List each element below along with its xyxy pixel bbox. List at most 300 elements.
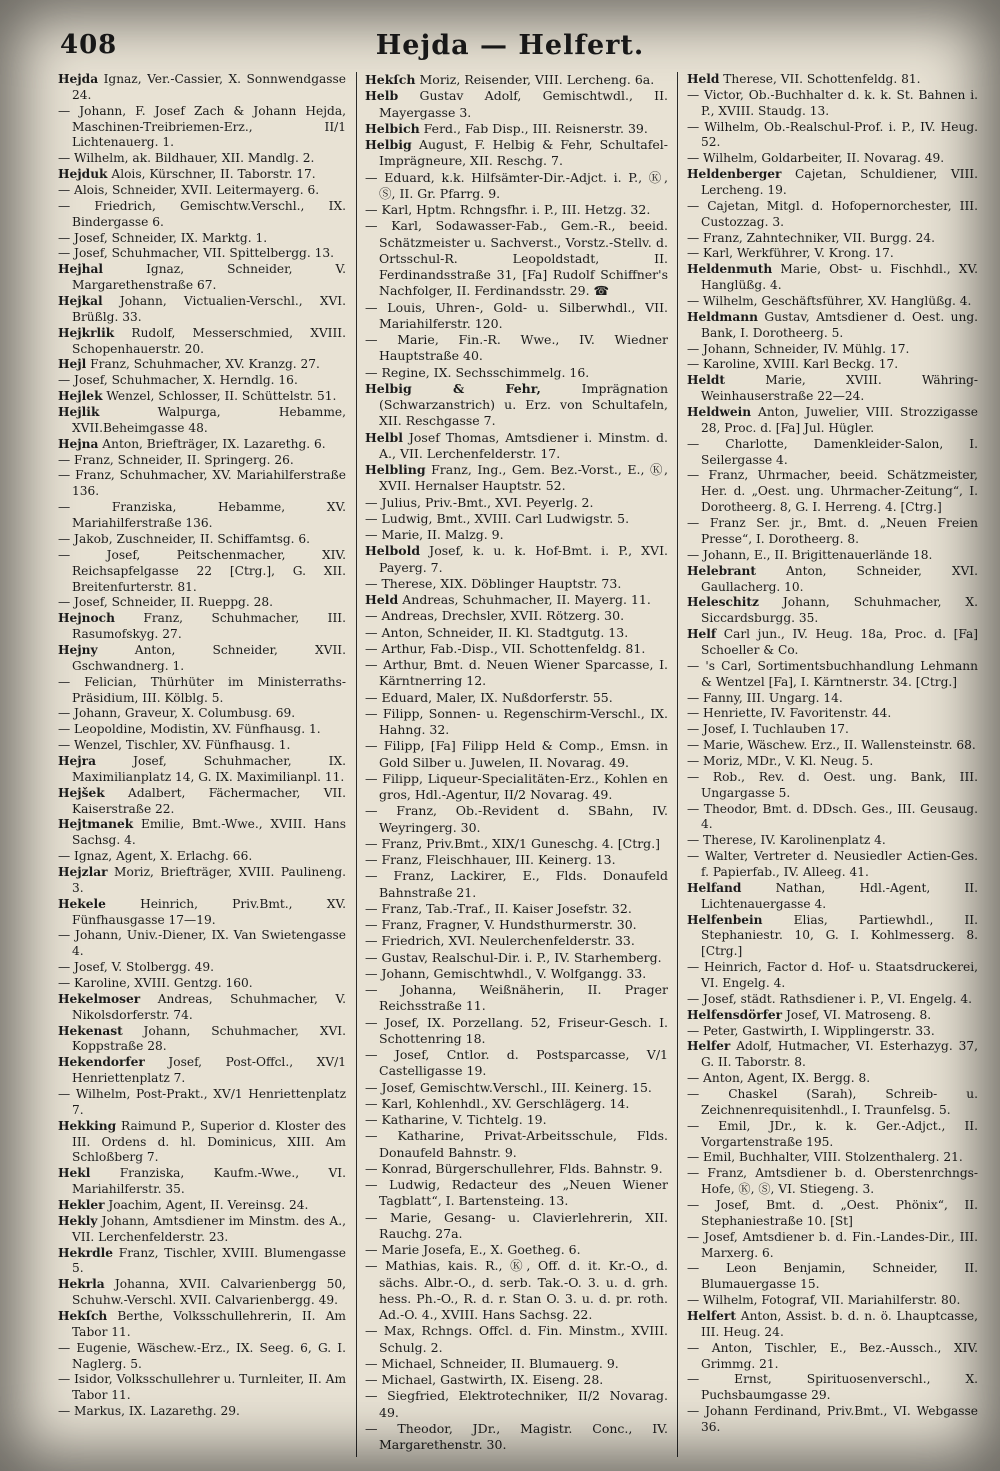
running-head: Hejda — Helfert. bbox=[375, 30, 645, 61]
entry-text: Marie, Obst- u. Fischhdl., XV. Hanglüßg. 4. bbox=[701, 262, 978, 293]
entry-text: Franziska, Kaufm.-Wwe., VI. Mariahilferstr. 35. bbox=[72, 1166, 346, 1197]
directory-entry bbox=[58, 865, 346, 897]
directory-entry bbox=[58, 389, 346, 405]
entry-text: Johanna, XVII. Calvarienbergg 50, Schuhw.-Verschl. XVII. Calvarienbergg. 49. bbox=[72, 1277, 346, 1308]
entry-headword: Helbig bbox=[365, 137, 412, 152]
directory-entry bbox=[58, 532, 346, 548]
directory-entry bbox=[365, 576, 668, 592]
entry-text: — Josef, Peitschenmacher, XIV. Reichsapfelgasse 22 [Ctrg.], G. XII. Breitenfurterstr. 81. bbox=[58, 547, 346, 594]
directory-entry bbox=[687, 1166, 978, 1198]
directory-entry bbox=[58, 500, 346, 532]
directory-entry bbox=[365, 332, 668, 365]
directory-entry bbox=[687, 1198, 978, 1230]
entry-headword: Hekſch bbox=[58, 1309, 108, 1324]
entry-text: — Karl, Sodawasser-Fab., Gem.-R., beeid. Schätzmeister u. Sachverst., Vorstz.-Stellv. d. Ortsschul-R. Leopoldstadt, II. Ferdinandsstraße 31, [Fa] Rudolf Schiffner's Nachfolger, II. Ferdinandsstr. 29. ☎ bbox=[365, 218, 668, 299]
directory-entry bbox=[365, 137, 668, 170]
entry-text: — Mathias, kais. R., Ⓚ, Off. d. it. Kr.-O., d. sächs. Albr.-O., d. serb. Tak.-O. 3. u. d. grh. hess. Ph.-O., R. d. r. Stan O. 3. u. d. pr. roth. Ad.-O. 4., XVIII. Hans Sachsg. 22. bbox=[365, 1258, 668, 1322]
directory-entry bbox=[58, 1404, 346, 1420]
entry-text: — Anton, Schneider, II. Kl. Stadtgutg. 13. bbox=[365, 624, 629, 640]
entry-text: Moriz, Reisender, VIII. Lercheng. 6a. bbox=[415, 72, 655, 87]
directory-entry bbox=[687, 342, 978, 358]
directory-entry bbox=[58, 786, 346, 818]
directory-entry bbox=[58, 231, 346, 247]
directory-entry bbox=[687, 1230, 978, 1262]
directory-entry bbox=[365, 690, 668, 706]
entry-headword: Hekking bbox=[58, 1118, 117, 1133]
directory-entry bbox=[687, 1008, 978, 1024]
directory-entry bbox=[687, 1404, 978, 1436]
directory-entry bbox=[365, 1161, 668, 1177]
directory-entry bbox=[365, 1421, 668, 1454]
entry-text: Cajetan, Schuldiener, VIII. Lercheng. 19. bbox=[701, 167, 978, 198]
entry-text: — Ludwig, Bmt., XVIII. Carl Ludwigstr. 5. bbox=[365, 510, 630, 526]
entry-text: — Charlotte, Damenkleider-Salon, I. Seilergasse 4. bbox=[687, 436, 978, 467]
entry-text: — Chaskel (Sarah), Schreib- u. Zeichnenrequisitenhdl., I. Traunfelsg. 5. bbox=[687, 1087, 978, 1117]
directory-entry bbox=[365, 1015, 668, 1048]
directory-entry bbox=[58, 595, 346, 611]
entry-text: — 's Carl, Sortimentsbuchhandlung Lehmann & Wentzel [Fa], I. Kärntnerstr. 34. [Ctrg.] bbox=[687, 658, 978, 689]
directory-entry bbox=[365, 170, 668, 203]
directory-entry bbox=[365, 1323, 668, 1356]
directory-entry bbox=[365, 641, 668, 657]
directory-entry bbox=[365, 657, 668, 690]
directory-entry bbox=[687, 437, 978, 469]
entry-text: — Eduard, Maler, IX. Nußdorferstr. 55. bbox=[365, 689, 613, 705]
directory-entry bbox=[687, 564, 978, 596]
entry-headword: Hejzlar bbox=[58, 864, 108, 879]
directory-entry bbox=[58, 928, 346, 960]
entry-text: — Leopoldine, Modistin, XV. Fünfhausg. 1. bbox=[58, 722, 321, 737]
entry-text: — Franz, Ob.-Revident d. SBahn, IV. Weyringerg. 30. bbox=[365, 803, 668, 835]
directory-entry bbox=[58, 738, 346, 754]
directory-entry bbox=[365, 982, 668, 1015]
directory-entry bbox=[58, 1277, 346, 1309]
entry-text: Adalbert, Fächermacher, VII. Kaiserstraße 22. bbox=[72, 785, 346, 816]
directory-entry bbox=[687, 1341, 978, 1373]
directory-entry bbox=[58, 1119, 346, 1167]
directory-entry bbox=[58, 817, 346, 849]
entry-text: Wenzel, Schlosser, II. Schüttelstr. 51. bbox=[102, 389, 337, 404]
directory-entry bbox=[58, 326, 346, 358]
entry-text: — Peter, Gastwirth, I. Wipplingerstr. 33. bbox=[687, 1023, 935, 1038]
entry-text: — Wilhelm, ak. Bildhauer, XII. Mandlg. 2. bbox=[58, 151, 315, 166]
directory-entry bbox=[365, 1210, 668, 1243]
directory-entry bbox=[365, 1372, 668, 1388]
column-3 bbox=[687, 72, 978, 1457]
entry-headword: Hekrla bbox=[58, 1277, 105, 1292]
directory-entry bbox=[58, 1341, 346, 1373]
entry-headword: Helfand bbox=[687, 880, 742, 895]
entry-text: Nathan, Hdl.-Agent, II. Lichtenauergasse 4. bbox=[701, 880, 978, 911]
entry-text: — Julius, Priv.-Bmt., XVI. Peyerlg. 2. bbox=[365, 494, 594, 510]
directory-entry bbox=[365, 917, 668, 933]
directory-entry bbox=[687, 722, 978, 738]
directory-entry bbox=[58, 1087, 346, 1119]
directory-entry bbox=[58, 104, 346, 152]
directory-entry bbox=[58, 722, 346, 738]
directory-entry bbox=[687, 231, 978, 247]
directory-entry bbox=[58, 199, 346, 231]
entry-text: — Filipp, [Fa] Filipp Held & Comp., Emsn. in Gold Silber u. Juwelen, II. Novarag. 49. bbox=[365, 738, 668, 770]
entry-text: — Johanna, Weißnäherin, II. Prager Reichsstraße 11. bbox=[365, 982, 668, 1014]
entry-text: — Marie, II. Malzg. 9. bbox=[365, 527, 504, 542]
entry-text: — Franz, Fragner, V. Hundsthurmerstr. 30. bbox=[365, 917, 637, 932]
directory-entry bbox=[687, 802, 978, 834]
entry-text: Johann, Schuhmacher, X. Siccardsburgg. 35. bbox=[701, 595, 978, 626]
directory-entry bbox=[365, 868, 668, 901]
entry-text: — Josef, V. Stolbergg. 49. bbox=[58, 960, 215, 975]
entry-text: — Franz, Schuhmacher, XV. Mariahilferstraße 136. bbox=[58, 468, 346, 499]
directory-entry bbox=[58, 754, 346, 786]
entry-text: — Regine, IX. Sechsschimmelg. 16. bbox=[365, 364, 590, 380]
entry-text: — Ernst, Spirituosenverschl., X. Puchsbaumgasse 29. bbox=[687, 1372, 978, 1403]
entry-text: — Franziska, Hebamme, XV. Mariahilferstraße 136. bbox=[58, 500, 346, 531]
directory-entry bbox=[687, 627, 978, 659]
directory-entry bbox=[365, 462, 668, 495]
entry-text: — Filipp, Liqueur-Specialitäten-Erz., Kohlen en gros, Hdl.-Agentur, II/2 Novarag. 49. bbox=[365, 770, 668, 802]
entry-text: — Arthur, Bmt. d. Neuen Wiener Sparcasse, I. Kärntnerring 12. bbox=[365, 657, 668, 689]
entry-headword: Helbich bbox=[365, 120, 420, 136]
entry-text: — Michael, Schneider, II. Blumauerg. 9. bbox=[365, 1355, 619, 1371]
entry-headword: Helb bbox=[365, 88, 399, 104]
directory-entry bbox=[687, 72, 978, 88]
directory-entry bbox=[687, 468, 978, 516]
directory-entry bbox=[687, 294, 978, 310]
entry-text: Walpurga, Hebamme, XVII.Beheimgasse 48. bbox=[72, 405, 346, 435]
directory-entry bbox=[58, 183, 346, 199]
directory-entry bbox=[58, 468, 346, 500]
entry-text: — Felician, Thürhüter im Ministerraths-Präsidium, III. Kölblg. 5. bbox=[58, 674, 346, 705]
entry-text: — Cajetan, Mitgl. d. Hofopernorchester, III. Custozzag. 3. bbox=[687, 198, 978, 229]
entry-text: Andreas, Schuhmacher, II. Mayerg. 11. bbox=[398, 592, 651, 607]
directory-entry bbox=[365, 901, 668, 917]
entry-headword: Helbold bbox=[365, 543, 421, 559]
entry-headword: Hekly bbox=[58, 1213, 98, 1228]
entry-headword: Hejkal bbox=[58, 294, 103, 309]
directory-entry bbox=[687, 1024, 978, 1040]
directory-entry bbox=[365, 1047, 668, 1080]
directory-entry bbox=[365, 803, 668, 836]
entry-text: — Konrad, Bürgerschullehrer, Flds. Bahnstr. 9. bbox=[365, 1160, 663, 1176]
entry-headword: Held bbox=[365, 592, 399, 607]
directory-entry bbox=[58, 611, 346, 643]
directory-entry bbox=[365, 738, 668, 771]
entry-headword: Helf bbox=[687, 627, 717, 642]
directory-entry bbox=[58, 897, 346, 929]
entry-text: — Victor, Ob.-Buchhalter d. k. k. St. Bahnen i. P., XVIII. Staudg. 13. bbox=[687, 87, 978, 118]
entry-text: — Josef, Cntlor. d. Postsparcasse, V/1 Castelligasse 19. bbox=[365, 1047, 668, 1079]
directory-entry bbox=[687, 516, 978, 548]
entry-text: Josef Thomas, Amtsdiener i. Minstm. d. A., VII. Lerchenfelderstr. 17. bbox=[379, 429, 668, 461]
entry-text: Heinrich, Priv.Bmt., XV. Fünfhausgasse 17—19. bbox=[72, 896, 346, 927]
entry-text: — Marie, Gesang- u. Clavierlehrerin, XII. Rauchg. 27a. bbox=[365, 1209, 668, 1241]
entry-text: — Katharine, Privat-Arbeitsschule, Flds. Donaufeld Bahnstr. 9. bbox=[365, 1128, 668, 1160]
entry-text: — Franz, Lackirer, E., Flds. Donaufeld Bahnstraße 21. bbox=[365, 868, 668, 900]
directory-entry bbox=[687, 706, 978, 722]
entry-text: — Johann, Gemischtwhdl., V. Wolfgangg. 33. bbox=[365, 965, 647, 981]
entry-text: — Wilhelm, Goldarbeiter, II. Novarag. 49. bbox=[687, 151, 945, 166]
entry-headword: Helfer bbox=[687, 1039, 731, 1054]
entry-text: — Louis, Uhren-, Gold- u. Silberwhdl., VII. Mariahilferstr. 120. bbox=[365, 299, 668, 331]
entry-text: Ignaz, Schneider, V. Margarethenstraße 67. bbox=[72, 262, 346, 293]
entry-headword: Hejduk bbox=[58, 167, 108, 182]
entry-text: — Filipp, Sonnen- u. Regenschirm-Verschl., IX. Hahng. 32. bbox=[365, 705, 668, 737]
entry-text: Johann, Victualien-Verschl., XVI. Brüßlg. 33. bbox=[72, 294, 346, 324]
entry-text: Josef, Schuhmacher, IX. Maximilianplatz 14, G. IX. Maximilianpl. 11. bbox=[72, 753, 346, 784]
directory-entry bbox=[58, 849, 346, 865]
directory-entry bbox=[687, 1119, 978, 1151]
column-1 bbox=[58, 72, 346, 1457]
entry-text: — Josef, Schneider, IX. Marktg. 1. bbox=[58, 230, 268, 245]
directory-entry bbox=[365, 1128, 668, 1161]
entry-headword: Heldenberger bbox=[687, 167, 782, 182]
directory-entry bbox=[58, 992, 346, 1024]
entry-text: — Wilhelm, Geschäftsführer, XV. Hanglüßg. 4. bbox=[687, 294, 972, 309]
entry-text: — Johann, E., II. Brigittenauerlände 18. bbox=[687, 547, 933, 562]
entry-headword: Hejlik bbox=[58, 405, 100, 420]
entry-text: Moriz, Briefträger, XVIII. Paulineng. 3. bbox=[72, 864, 346, 895]
entry-headword: Helfert bbox=[687, 1309, 736, 1324]
entry-text: — Therese, XIX. Döblinger Hauptstr. 73. bbox=[365, 575, 622, 591]
entry-text: Gustav Adolf, Gemischtwdl., II. Mayergasse 3. bbox=[379, 88, 668, 120]
directory-entry bbox=[58, 453, 346, 469]
directory-entry bbox=[687, 881, 978, 913]
directory-entry bbox=[365, 933, 668, 949]
directory-entry bbox=[365, 300, 668, 333]
directory-entry bbox=[365, 966, 668, 982]
entry-text: — Heinrich, Factor d. Hof- u. Staatsdruckerei, VI. Engelg. 4. bbox=[687, 960, 978, 990]
directory-entry bbox=[365, 495, 668, 511]
entry-text: — Rob., Rev. d. Oest. ung. Bank, III. Ungargasse 5. bbox=[687, 769, 978, 800]
entry-headword: Hejhal bbox=[58, 262, 104, 277]
entry-headword: Hejtmanek bbox=[58, 817, 134, 832]
entry-text: — Josef, Gemischtw.Verschl., III. Keinerg. 15. bbox=[365, 1079, 652, 1095]
entry-text: Therese, VII. Schottenfeldg. 81. bbox=[719, 72, 921, 86]
entry-text: August, F. Helbig & Fehr, Schultafel-Imprägneure, XII. Reschg. 7. bbox=[379, 137, 668, 169]
entry-text: — Siegfried, Elektrotechniker, II/2 Novarag. 49. bbox=[365, 1388, 668, 1420]
directory-entry bbox=[687, 151, 978, 167]
directory-entry bbox=[687, 913, 978, 961]
entry-headword: Hejra bbox=[58, 753, 96, 768]
entry-text: Elias, Partiewhdl., II. Stephaniestr. 10, G. I. Kohlmesserg. 8. [Ctrg.] bbox=[701, 912, 978, 959]
entry-headword: Hejkrlik bbox=[58, 325, 115, 340]
directory-entry bbox=[687, 1261, 978, 1293]
entry-text: Johann, Amtsdiener im Minstm. des A., VII. Lerchenfelderstr. 23. bbox=[72, 1213, 346, 1244]
entry-text: — Karl, Werkführer, V. Krong. 17. bbox=[687, 246, 894, 261]
entry-text: — Emil, Buchhalter, VIII. Stolzenthalerg. 21. bbox=[687, 1150, 963, 1165]
page-number: 408 bbox=[60, 30, 118, 60]
entry-text: — Katharine, V. Tichtelg. 19. bbox=[365, 1112, 547, 1127]
entry-text: — Franz, Fleischhauer, III. Keinerg. 13. bbox=[365, 852, 616, 867]
directory-entry bbox=[687, 199, 978, 231]
directory-entry bbox=[58, 1198, 346, 1214]
directory-entry bbox=[687, 1039, 978, 1071]
entry-headword: Heleschitz bbox=[687, 595, 759, 610]
directory-entry bbox=[687, 1087, 978, 1119]
entry-text: — Theodor, JDr., Magistr. Conc., IV. Margarethenstr. 30. bbox=[365, 1420, 668, 1452]
entry-text: — Emil, JDr., k. k. Ger.-Adjct., II. Vorgartenstraße 195. bbox=[687, 1118, 978, 1149]
entry-text: Marie, XVIII. Währing-Weinhauserstraße 22—24. bbox=[701, 373, 978, 404]
entry-text: — Marie Josefa, E., X. Goetheg. 6. bbox=[365, 1242, 581, 1257]
directory-entry bbox=[687, 770, 978, 802]
directory-entry bbox=[365, 202, 668, 218]
entry-headword: Hekelmoser bbox=[58, 991, 141, 1006]
entry-text: — Jakob, Zuschneider, II. Schiffamtsg. 6. bbox=[58, 531, 311, 546]
directory-entry bbox=[687, 262, 978, 294]
directory-entry bbox=[365, 852, 668, 868]
entry-text: — Johann, Schneider, IV. Mühlg. 17. bbox=[687, 341, 910, 356]
directory-entry bbox=[365, 121, 668, 137]
directory-entry bbox=[365, 365, 668, 381]
directory-entry bbox=[687, 595, 978, 627]
directory-entry bbox=[687, 1071, 978, 1087]
directory-entry bbox=[687, 405, 978, 437]
entry-text: — Karl, Hptm. Rchngsfhr. i. P., III. Hetzg. 32. bbox=[365, 202, 651, 217]
entry-text: — Josef, Schneider, II. Rueppg. 28. bbox=[58, 595, 273, 610]
directory-entry bbox=[365, 950, 668, 966]
entry-text: — Franz, Tab.-Traf., II. Kaiser Josefstr. 32. bbox=[365, 900, 632, 916]
entry-headword: Hejlek bbox=[58, 389, 103, 404]
directory-entry bbox=[58, 246, 346, 262]
directory-entry bbox=[365, 1096, 668, 1112]
entry-text: — Josef, Amtsdiener b. d. Fin.-Landes-Dir., III. Marxerg. 6. bbox=[687, 1229, 978, 1260]
directory-entry bbox=[687, 738, 978, 754]
directory-entry bbox=[687, 992, 978, 1008]
entry-headword: Helbling bbox=[365, 462, 426, 477]
entry-text: — Franz, Zahntechniker, VII. Burgg. 24. bbox=[687, 230, 935, 245]
directory-entry bbox=[58, 548, 346, 596]
entry-text: — Marie, Wäschew. Erz., II. Wallensteinstr. 68. bbox=[687, 738, 976, 753]
directory-entry bbox=[58, 167, 346, 183]
directory-entry bbox=[58, 706, 346, 722]
entry-text: — Johann, F. Josef Zach & Johann Hejda, Maschinen-Treibriemen-Erz., II/1 Lichtenauerg. 1. bbox=[58, 103, 346, 150]
entry-text: — Friedrich, XVI. Neulerchenfelderstr. 33. bbox=[365, 933, 635, 949]
directory-entry bbox=[58, 437, 346, 453]
directory-entry bbox=[687, 1372, 978, 1404]
entry-text: — Ignaz, Agent, X. Erlachg. 66. bbox=[58, 849, 253, 864]
directory-entry bbox=[687, 310, 978, 342]
entry-headword: Hejl bbox=[58, 357, 87, 372]
directory-entry bbox=[687, 1293, 978, 1309]
entry-headword: Hekſch bbox=[365, 72, 416, 87]
directory-entry bbox=[365, 1356, 668, 1372]
entry-headword: Hejnoch bbox=[58, 611, 115, 626]
entry-text: — Franz, Amtsdiener b. d. Oberstenrchngs-Hofe, Ⓚ, Ⓢ, VI. Stiegeng. 3. bbox=[687, 1166, 978, 1197]
directory-entry bbox=[687, 373, 978, 405]
entry-text: Josef, k. u. k. Hof-Bmt. i. P., XVI. Payerg. 7. bbox=[379, 543, 668, 575]
directory-entry bbox=[58, 1055, 346, 1087]
entry-text: — Walter, Vertreter d. Neusiedler Actien-Ges. f. Papierfab., IV. Alleeg. 41. bbox=[687, 849, 978, 879]
entry-text: Alois, Kürschner, II. Taborstr. 17. bbox=[107, 167, 316, 182]
directory-entry bbox=[687, 1150, 978, 1166]
directory-entry bbox=[687, 754, 978, 770]
entry-text: — Wilhelm, Post-Prakt., XV/1 Henriettenplatz 7. bbox=[58, 1087, 346, 1117]
directory-entry bbox=[687, 167, 978, 199]
directory-entry bbox=[58, 1246, 346, 1278]
directory-entry bbox=[365, 1258, 668, 1323]
entry-text: Adolf, Hutmacher, VI. Esterhazyg. 37, G. II. Taborstr. 8. bbox=[701, 1039, 978, 1070]
directory-entry bbox=[365, 218, 668, 299]
entry-text: — Gustav, Realschul-Dir. i. P., IV. Starhemberg. bbox=[365, 949, 662, 965]
directory-entry bbox=[58, 1372, 346, 1404]
directory-entry bbox=[365, 88, 668, 121]
entry-text: — Henriette, IV. Favoritenstr. 44. bbox=[687, 706, 892, 721]
entry-text: Anton, Schneider, XVII. Gschwandnerg. 1. bbox=[72, 642, 346, 673]
entry-text: Ferd., Fab Disp., III. Reisnerstr. 39. bbox=[419, 120, 648, 136]
entry-text: — Moriz, MDr., V. Kl. Neug. 5. bbox=[687, 753, 874, 768]
entry-text: — Josef, IX. Porzellang. 52, Friseur-Gesch. I. Schottenring 18. bbox=[365, 1014, 668, 1046]
entry-text: — Josef, Schuhmacher, X. Herndlg. 16. bbox=[58, 373, 298, 388]
directory-entry bbox=[365, 543, 668, 576]
entry-text: — Johann, Univ.-Diener, IX. Van Swietengasse 4. bbox=[58, 928, 346, 959]
entry-text: Johann, Schuhmacher, XVI. Koppstraße 28. bbox=[72, 1023, 346, 1054]
directory-entry bbox=[365, 1242, 668, 1258]
directory-entry bbox=[365, 608, 668, 624]
directory-entry bbox=[687, 1309, 978, 1341]
directory-entry bbox=[58, 960, 346, 976]
entry-headword: Helebrant bbox=[687, 563, 756, 578]
entry-text: Franz, Tischler, XVIII. Blumengasse 5. bbox=[72, 1245, 346, 1276]
entry-headword: Helfenbein bbox=[687, 912, 763, 927]
column-rule bbox=[677, 72, 678, 1457]
entry-text: Anton, Briefträger, IX. Lazarethg. 6. bbox=[98, 436, 326, 451]
directory-entry bbox=[365, 72, 668, 88]
entry-text: — Theodor, Bmt. d. DDsch. Ges., III. Geusaug. 4. bbox=[687, 801, 978, 832]
directory-entry bbox=[58, 976, 346, 992]
directory-entry bbox=[365, 1177, 668, 1210]
directory-entry bbox=[687, 659, 978, 691]
entry-headword: Hekrdle bbox=[58, 1245, 114, 1260]
page-header bbox=[60, 28, 960, 68]
directory-entry bbox=[687, 88, 978, 120]
entry-text: Raimund P., Superior d. Kloster des III. Ordens d. hl. Dominicus, XIII. Am Schloßberg 7. bbox=[72, 1118, 346, 1165]
entry-text: — Friedrich, Gemischtw.Verschl., IX. Bindergasse 6. bbox=[58, 198, 346, 229]
entry-headword: Heldwein bbox=[687, 405, 752, 420]
entry-text: — Markus, IX. Lazarethg. 29. bbox=[58, 1404, 240, 1419]
entry-text: — Wenzel, Tischler, XV. Fünfhausg. 1. bbox=[58, 738, 291, 753]
entry-headword: Held bbox=[687, 72, 720, 86]
entry-text: Andreas, Schuhmacher, V. Nikolsdorferstr. 74. bbox=[72, 991, 346, 1022]
directory-entry bbox=[365, 381, 668, 430]
entry-text: — Johann Ferdinand, Priv.Bmt., VI. Webgasse 36. bbox=[687, 1404, 978, 1435]
entry-text: Emilie, Bmt.-Wwe., XVIII. Hans Sachsg. 4. bbox=[72, 817, 346, 848]
entry-text: Rudolf, Messerschmied, XVIII. Schopenhauerstr. 20. bbox=[72, 325, 346, 356]
entry-text: — Karoline, XVIII. Karl Beckg. 17. bbox=[687, 357, 899, 372]
entry-text: Anton, Schneider, XVI. Gaullacherg. 10. bbox=[701, 563, 978, 594]
entry-text: — Anton, Tischler, E., Bez.-Aussch., XIV. Grimmg. 21. bbox=[687, 1340, 978, 1371]
entry-text: — Alois, Schneider, XVII. Leitermayerg. 6. bbox=[58, 183, 320, 198]
directory-entry bbox=[687, 120, 978, 152]
entry-text: — Arthur, Fab.-Disp., VII. Schottenfeldg. 81. bbox=[365, 640, 646, 656]
entry-text: — Karoline, XVIII. Gentzg. 160. bbox=[58, 975, 253, 990]
entry-text: — Michael, Gastwirth, IX. Eiseng. 28. bbox=[365, 1372, 604, 1387]
directory-entry bbox=[687, 691, 978, 707]
entry-text: — Wilhelm, Fotograf, VII. Mariahilferstr. 80. bbox=[687, 1293, 961, 1308]
directory-entry bbox=[365, 625, 668, 641]
entry-text: Gustav, Amtsdiener d. Oest. ung. Bank, I. Dorotheerg. 5. bbox=[701, 309, 978, 340]
directory-entry bbox=[58, 357, 346, 373]
directory-entry bbox=[687, 357, 978, 373]
entry-text: — Karl, Kohlenhdl., XV. Gerschlägerg. 14. bbox=[365, 1095, 630, 1111]
directory-entry bbox=[365, 511, 668, 527]
directory-entry bbox=[687, 960, 978, 992]
entry-text: — Eduard, k.k. Hilfsämter-Dir.-Adjct. i. P., Ⓚ, Ⓢ, II. Gr. Pfarrg. 9. bbox=[365, 169, 668, 201]
entry-text: Josef, Post-Offcl., XV/1 Henriettenplatz 7. bbox=[72, 1055, 346, 1086]
column-2 bbox=[365, 72, 668, 1457]
entry-text: Franz, Ing., Gem. Bez.-Vorst., E., Ⓚ, XVII. Hernalser Hauptstr. 52. bbox=[379, 462, 668, 494]
directory-entry bbox=[58, 1166, 346, 1198]
directory-entry bbox=[365, 1080, 668, 1096]
